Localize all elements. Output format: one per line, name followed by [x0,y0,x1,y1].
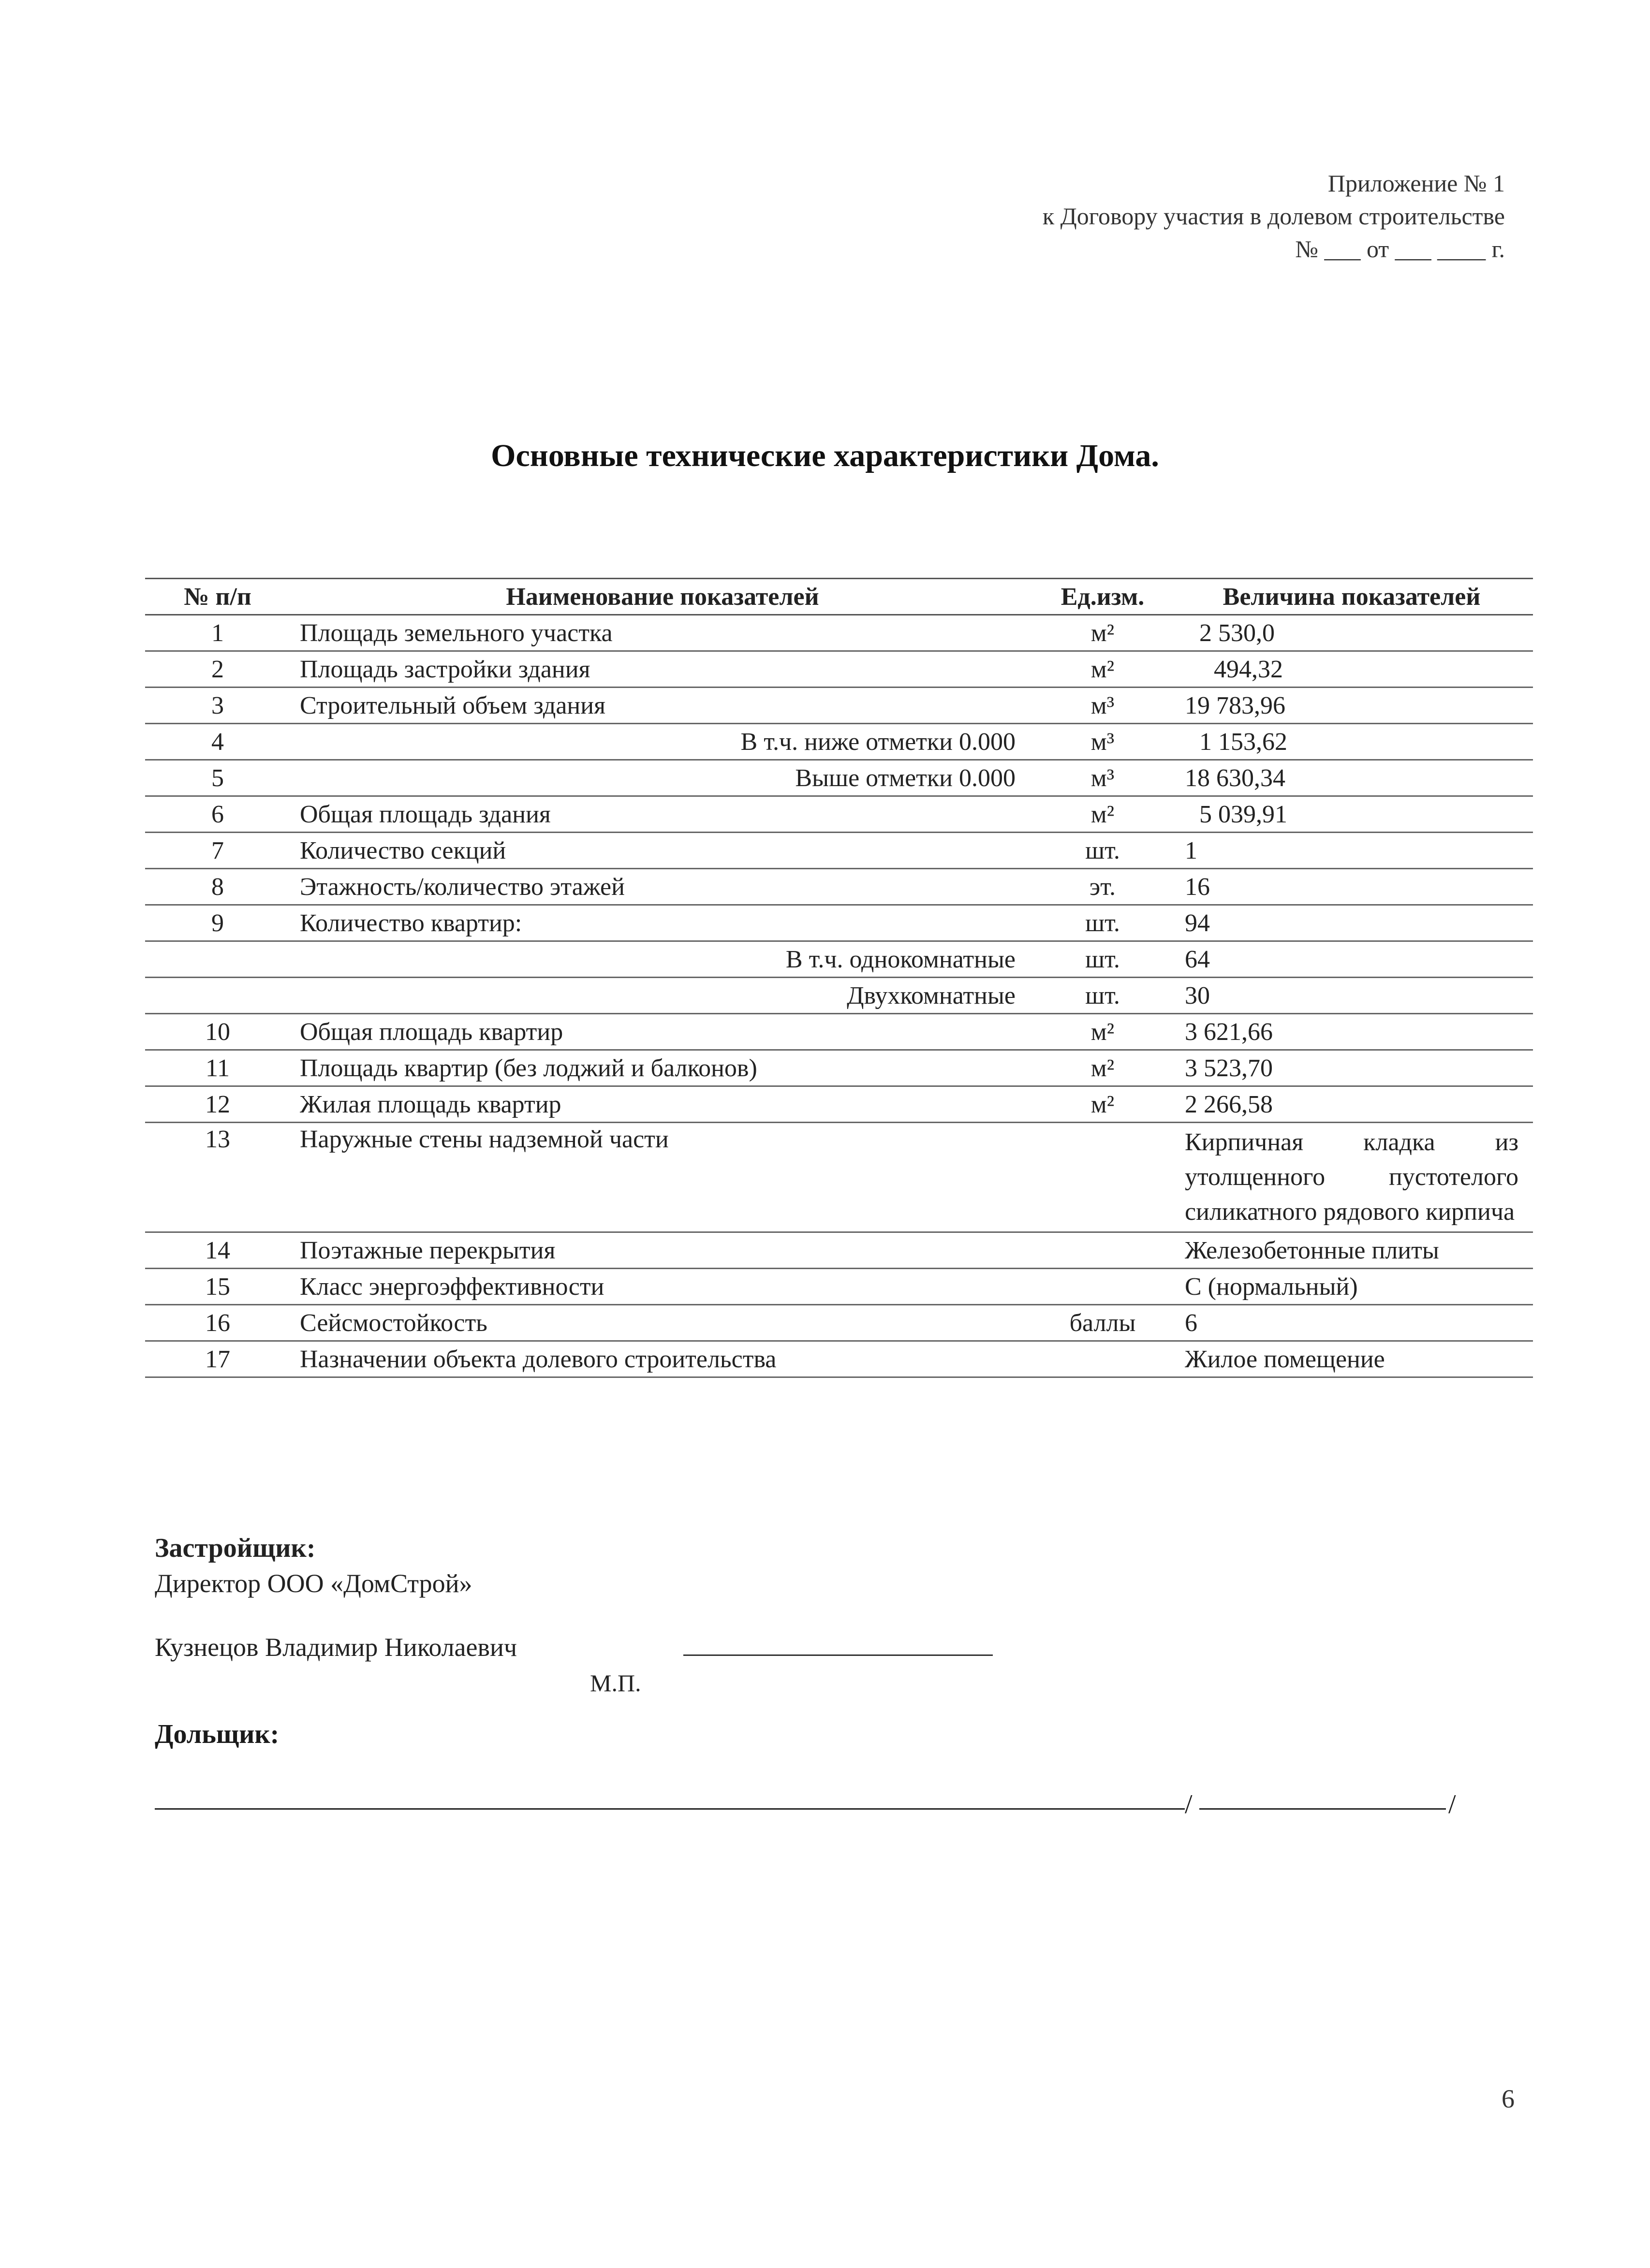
table-row [145,615,1533,651]
table-row [145,1050,1533,1086]
indicator-name: Наружные стены надземной части [290,1123,1035,1232]
indicator-value: 494,32 [1170,651,1533,688]
indicator-value: 3 621,66 [1170,1014,1533,1050]
row-number: 3 [145,688,290,724]
unit [1035,1123,1170,1232]
indicator-name: Поэтажные перекрытия [290,1232,1035,1269]
table-row [145,1014,1533,1050]
unit: м² [1035,1014,1170,1050]
indicator-name: Сейсмостойкость [290,1305,1035,1341]
indicator-value: 64 [1170,941,1533,978]
document-title: Основные технические характеристики Дома. [491,438,1159,473]
wall-description: Кирпичная кладка из утолщенного пустотелого силикатного рядового кирпича [1185,1128,1518,1226]
indicator-value: 30 [1170,978,1533,1014]
row-number: 5 [145,760,290,796]
row-number: 14 [145,1232,290,1269]
row-number: 17 [145,1341,290,1377]
indicator-name: Класс энергоэффективности [290,1269,1035,1305]
table-row [145,1269,1533,1305]
unit [1035,1232,1170,1269]
table-row [145,1232,1533,1269]
appendix-line-1: Приложение № 1 [1327,170,1505,197]
unit: м³ [1035,724,1170,760]
page-number: 6 [1502,2084,1515,2113]
developer-name-row [155,1632,993,1662]
indicator-name: Этажность/количество этажей [290,869,1035,905]
appendix-line-2: к Договору участия в долевом строительстве [1042,203,1505,230]
shareholder-name-line [155,1808,1185,1810]
unit: м² [1035,1050,1170,1086]
indicator-value: 19 783,96 [1170,688,1533,724]
table-row [145,1341,1533,1377]
indicator-name: Двухкомнатные [290,978,1035,1014]
indicator-value: 2 266,58 [1170,1086,1533,1123]
indicator-name: Количество секций [290,833,1035,869]
indicator-value: 94 [1170,905,1533,941]
unit: м² [1035,1086,1170,1123]
row-number: 16 [145,1305,290,1341]
indicator-value: Жилое помещение [1170,1341,1533,1377]
unit: м² [1035,651,1170,688]
table-row [145,978,1533,1014]
table-row [145,1086,1533,1123]
row-number: 12 [145,1086,290,1123]
indicator-name: Количество квартир: [290,905,1035,941]
developer-position: Директор ООО «ДомСтрой» [155,1569,472,1598]
shareholder-sign-line [1199,1808,1446,1810]
separator-slash-1: / [1185,1789,1193,1819]
indicator-value: 3 523,70 [1170,1050,1533,1086]
indicator-name: Площадь застройки здания [290,651,1035,688]
indicator-name: В т.ч. однокомнатные [290,941,1035,978]
unit: м³ [1035,688,1170,724]
table-row [145,724,1533,760]
indicator-value: 6 [1170,1305,1533,1341]
row-number: 2 [145,651,290,688]
indicator-name: Жилая площадь квартир [290,1086,1035,1123]
stamp-mark: М.П. [590,1669,641,1697]
unit: шт. [1035,905,1170,941]
table-header-row [145,579,1533,615]
row-number [145,941,290,978]
column-header-name: Наименование показателей [290,579,1035,615]
unit: эт. [1035,869,1170,905]
separator-slash-2: / [1448,1789,1456,1819]
developer-heading: Застройщик: [155,1533,316,1563]
row-number: 6 [145,796,290,833]
row-number [145,978,290,1014]
indicator-value [1170,1123,1533,1232]
indicator-value: 16 [1170,869,1533,905]
indicator-name: Назначении объекта долевого строительства [290,1341,1035,1377]
unit: шт. [1035,833,1170,869]
unit: м² [1035,796,1170,833]
indicator-name: Строительный объем здания [290,688,1035,724]
indicator-name: В т.ч. ниже отметки 0.000 [290,724,1035,760]
unit [1035,1269,1170,1305]
table-row [145,760,1533,796]
developer-signature-block [155,1533,993,1697]
appendix-line-3: № ___ от ___ ____ г. [1295,235,1505,263]
indicator-value: С (нормальный) [1170,1269,1533,1305]
row-number: 4 [145,724,290,760]
shareholder-heading: Дольщик: [155,1719,280,1749]
indicator-name: Площадь квартир (без лоджий и балконов) [290,1050,1035,1086]
indicator-value: 1 153,62 [1170,724,1533,760]
table-row [145,1305,1533,1341]
indicator-name: Площадь земельного участка [290,615,1035,651]
developer-name: Кузнецов Владимир Николаевич [155,1633,517,1662]
row-number: 7 [145,833,290,869]
unit: м² [1035,615,1170,651]
column-header-number: № п/п [145,579,290,615]
column-header-value: Величина показателей [1170,579,1533,615]
table-row [145,688,1533,724]
unit: шт. [1035,978,1170,1014]
developer-signature-line [683,1651,993,1656]
row-number: 1 [145,615,290,651]
unit: шт. [1035,941,1170,978]
indicator-name: Выше отметки 0.000 [290,760,1035,796]
unit [1035,1341,1170,1377]
specs-table [145,578,1533,1378]
indicator-name: Общая площадь квартир [290,1014,1035,1050]
row-number: 9 [145,905,290,941]
indicator-value: Железобетонные плиты [1170,1232,1533,1269]
table-row [145,1123,1533,1232]
table-row [145,796,1533,833]
row-number: 13 [145,1123,290,1232]
row-number: 8 [145,869,290,905]
appendix-header [1043,167,1505,265]
table-row [145,905,1533,941]
indicator-value: 1 [1170,833,1533,869]
indicator-name: Общая площадь здания [290,796,1035,833]
table-row [145,833,1533,869]
table-row [145,869,1533,905]
indicator-value: 18 630,34 [1170,760,1533,796]
column-header-unit: Ед.изм. [1035,579,1170,615]
indicator-value: 5 039,91 [1170,796,1533,833]
table-row [145,651,1533,688]
shareholder-signature-line [155,1789,1460,1818]
row-number: 15 [145,1269,290,1305]
row-number: 11 [145,1050,290,1086]
unit: баллы [1035,1305,1170,1341]
row-number: 10 [145,1014,290,1050]
table-row [145,941,1533,978]
indicator-value: 2 530,0 [1170,615,1533,651]
unit: м³ [1035,760,1170,796]
